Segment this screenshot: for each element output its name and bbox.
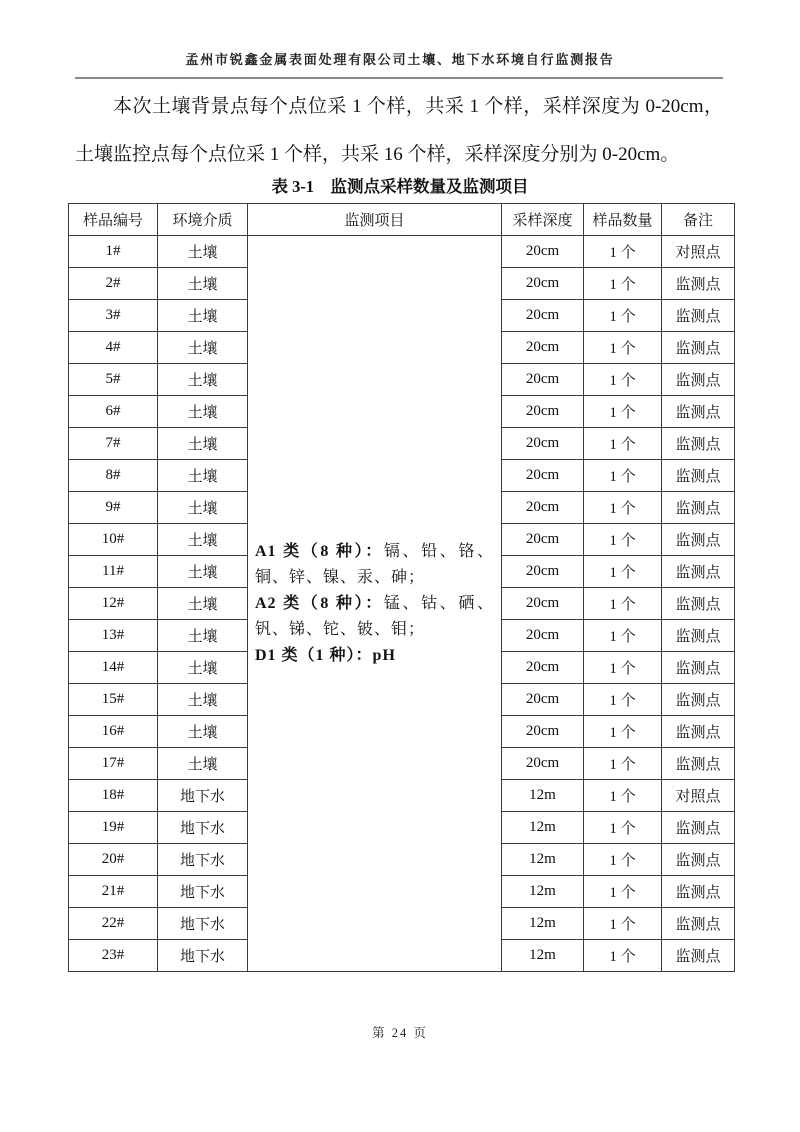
cell-medium: 土壤 xyxy=(158,524,248,556)
cell-depth: 20cm xyxy=(502,428,584,460)
cell-note: 监测点 xyxy=(662,908,735,940)
cell-note: 监测点 xyxy=(662,364,735,396)
cell-count: 1 个 xyxy=(584,908,662,940)
cell-medium: 土壤 xyxy=(158,620,248,652)
cell-count: 1 个 xyxy=(584,716,662,748)
cell-medium: 土壤 xyxy=(158,652,248,684)
monitoring-project-line: A2 类（8 种）：锰、钴、硒、钒、锑、铊、铍、钼； xyxy=(255,594,494,638)
cell-sample-id: 22# xyxy=(69,908,158,940)
cell-count: 1 个 xyxy=(584,684,662,716)
cell-sample-id: 7# xyxy=(69,428,158,460)
cell-count: 1 个 xyxy=(584,492,662,524)
cell-count: 1 个 xyxy=(584,524,662,556)
cell-medium: 地下水 xyxy=(158,908,248,940)
cell-depth: 20cm xyxy=(502,396,584,428)
cell-sample-id: 23# xyxy=(69,940,158,972)
column-header-medium: 环境介质 xyxy=(158,204,248,236)
cell-note: 监测点 xyxy=(662,396,735,428)
column-header-monitoring-project: 监测项目 xyxy=(248,204,502,236)
header-divider xyxy=(75,77,723,79)
cell-medium: 土壤 xyxy=(158,396,248,428)
cell-medium: 土壤 xyxy=(158,364,248,396)
cell-note: 监测点 xyxy=(662,268,735,300)
cell-sample-id: 8# xyxy=(69,460,158,492)
cell-medium: 土壤 xyxy=(158,684,248,716)
cell-depth: 20cm xyxy=(502,620,584,652)
cell-depth: 20cm xyxy=(502,556,584,588)
cell-sample-id: 6# xyxy=(69,396,158,428)
document-header-title: 孟州市锐鑫金属表面处理有限公司土壤、地下水环境自行监测报告 xyxy=(185,52,615,67)
cell-medium: 地下水 xyxy=(158,844,248,876)
cell-depth: 20cm xyxy=(502,524,584,556)
cell-note: 监测点 xyxy=(662,492,735,524)
cell-depth: 20cm xyxy=(502,364,584,396)
column-header-sample-id: 样品编号 xyxy=(69,204,158,236)
cell-sample-id: 18# xyxy=(69,780,158,812)
cell-note: 监测点 xyxy=(662,428,735,460)
table-row xyxy=(69,236,735,268)
cell-note: 监测点 xyxy=(662,524,735,556)
body-paragraph: 本次土壤背景点每个点位采 1 个样，共采 1 个样，采样深度为 0-20cm，土壤监控点每个点位采 1 个样，共采 16 个样，采样深度分别为 0-20cm。 xyxy=(75,96,723,165)
cell-sample-id: 2# xyxy=(69,268,158,300)
cell-depth: 12m xyxy=(502,844,584,876)
cell-note: 监测点 xyxy=(662,620,735,652)
cell-depth: 12m xyxy=(502,812,584,844)
cell-medium: 地下水 xyxy=(158,812,248,844)
cell-count: 1 个 xyxy=(584,332,662,364)
cell-sample-id: 13# xyxy=(69,620,158,652)
cell-medium: 地下水 xyxy=(158,876,248,908)
cell-count: 1 个 xyxy=(584,588,662,620)
cell-medium: 土壤 xyxy=(158,428,248,460)
cell-medium: 土壤 xyxy=(158,588,248,620)
cell-sample-id: 14# xyxy=(69,652,158,684)
cell-depth: 12m xyxy=(502,908,584,940)
cell-sample-id: 5# xyxy=(69,364,158,396)
cell-sample-id: 4# xyxy=(69,332,158,364)
cell-sample-id: 15# xyxy=(69,684,158,716)
column-header-note: 备注 xyxy=(662,204,735,236)
cell-count: 1 个 xyxy=(584,844,662,876)
cell-count: 1 个 xyxy=(584,396,662,428)
cell-count: 1 个 xyxy=(584,780,662,812)
cell-sample-id: 3# xyxy=(69,300,158,332)
cell-medium: 土壤 xyxy=(158,300,248,332)
cell-medium: 地下水 xyxy=(158,940,248,972)
cell-note: 监测点 xyxy=(662,332,735,364)
table-title: 表 3-1 监测点采样数量及监测项目 xyxy=(271,177,529,196)
cell-sample-id: 17# xyxy=(69,748,158,780)
cell-depth: 20cm xyxy=(502,236,584,268)
cell-sample-id: 21# xyxy=(69,876,158,908)
cell-count: 1 个 xyxy=(584,812,662,844)
cell-depth: 20cm xyxy=(502,460,584,492)
cell-count: 1 个 xyxy=(584,236,662,268)
monitoring-project-line: A1 类（8 种）：镉、铅、铬、铜、锌、镍、汞、砷； xyxy=(255,542,494,586)
cell-note: 对照点 xyxy=(662,780,735,812)
cell-medium: 土壤 xyxy=(158,492,248,524)
cell-note: 监测点 xyxy=(662,588,735,620)
cell-count: 1 个 xyxy=(584,940,662,972)
cell-sample-id: 11# xyxy=(69,556,158,588)
cell-sample-id: 19# xyxy=(69,812,158,844)
cell-note: 监测点 xyxy=(662,716,735,748)
cell-sample-id: 16# xyxy=(69,716,158,748)
cell-note: 监测点 xyxy=(662,844,735,876)
cell-depth: 20cm xyxy=(502,492,584,524)
cell-sample-id: 9# xyxy=(69,492,158,524)
monitoring-project-line: D1 类（1 种）：pH xyxy=(255,646,396,664)
cell-sample-id: 12# xyxy=(69,588,158,620)
cell-count: 1 个 xyxy=(584,364,662,396)
cell-depth: 20cm xyxy=(502,268,584,300)
cell-medium: 土壤 xyxy=(158,716,248,748)
cell-count: 1 个 xyxy=(584,748,662,780)
cell-depth: 12m xyxy=(502,876,584,908)
cell-count: 1 个 xyxy=(584,268,662,300)
cell-sample-id: 20# xyxy=(69,844,158,876)
cell-medium: 土壤 xyxy=(158,268,248,300)
cell-count: 1 个 xyxy=(584,460,662,492)
cell-depth: 12m xyxy=(502,940,584,972)
cell-count: 1 个 xyxy=(584,652,662,684)
cell-note: 对照点 xyxy=(662,236,735,268)
cell-medium: 土壤 xyxy=(158,236,248,268)
cell-depth: 20cm xyxy=(502,332,584,364)
cell-medium: 地下水 xyxy=(158,780,248,812)
cell-note: 监测点 xyxy=(662,300,735,332)
cell-monitoring-project xyxy=(248,236,502,972)
cell-depth: 20cm xyxy=(502,716,584,748)
cell-count: 1 个 xyxy=(584,876,662,908)
cell-depth: 20cm xyxy=(502,748,584,780)
column-header-count: 样品数量 xyxy=(584,204,662,236)
cell-note: 监测点 xyxy=(662,556,735,588)
column-header-depth: 采样深度 xyxy=(502,204,584,236)
cell-medium: 土壤 xyxy=(158,332,248,364)
cell-note: 监测点 xyxy=(662,684,735,716)
cell-note: 监测点 xyxy=(662,748,735,780)
cell-count: 1 个 xyxy=(584,300,662,332)
cell-count: 1 个 xyxy=(584,620,662,652)
cell-note: 监测点 xyxy=(662,812,735,844)
cell-note: 监测点 xyxy=(662,652,735,684)
cell-sample-id: 1# xyxy=(69,236,158,268)
cell-note: 监测点 xyxy=(662,460,735,492)
table-header-row xyxy=(69,204,735,236)
cell-count: 1 个 xyxy=(584,428,662,460)
page-footer: 第 24 页 xyxy=(372,1026,428,1040)
cell-depth: 20cm xyxy=(502,300,584,332)
sampling-table xyxy=(68,203,735,972)
table-body xyxy=(69,236,735,972)
cell-sample-id: 10# xyxy=(69,524,158,556)
cell-medium: 土壤 xyxy=(158,748,248,780)
cell-depth: 12m xyxy=(502,780,584,812)
cell-count: 1 个 xyxy=(584,556,662,588)
cell-medium: 土壤 xyxy=(158,556,248,588)
cell-note: 监测点 xyxy=(662,940,735,972)
cell-depth: 20cm xyxy=(502,588,584,620)
cell-depth: 20cm xyxy=(502,684,584,716)
cell-note: 监测点 xyxy=(662,876,735,908)
cell-depth: 20cm xyxy=(502,652,584,684)
cell-medium: 土壤 xyxy=(158,460,248,492)
